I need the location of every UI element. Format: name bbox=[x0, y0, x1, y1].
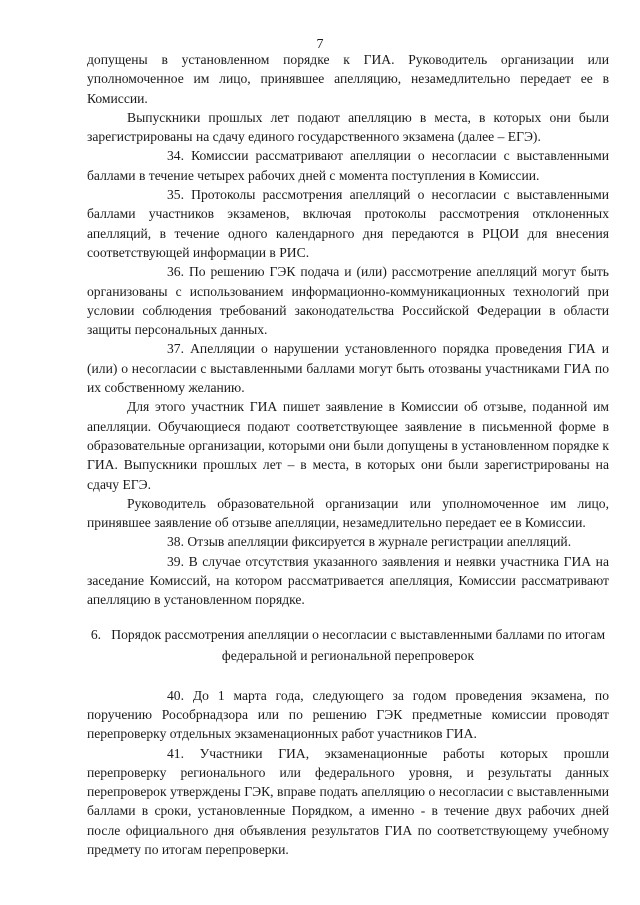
paragraph-number: 41. bbox=[167, 745, 184, 761]
paragraph: Руководитель образовательной организации или уполномоченное им лицо, принявшее заявление об отзыве апелляции, незамедлительно передает ее в Комиссии. bbox=[87, 495, 609, 531]
paragraph-38: 38. Отзыв апелляции фиксируется в журнале регистрации апелляций. bbox=[87, 532, 609, 551]
paragraph-number: 34. bbox=[167, 148, 184, 164]
section-title: Порядок рассмотрения апелляции о несогласии с выставленными баллами по итогам федеральной и региональной перепроверок bbox=[111, 626, 606, 663]
page-number: 7 bbox=[316, 37, 324, 52]
paragraph-35: 35. Протоколы рассмотрения апелляций о несогласии с выставленными баллами участников экзаменов, включая протоколы рассмотрения отклоненных апелляций, в течение одного календарного дня передаются в РЦОИ для внесения соответствующей информации в РИС. bbox=[87, 187, 609, 260]
paragraph-number: 39. bbox=[167, 553, 184, 569]
section-heading bbox=[87, 624, 609, 666]
paragraph-39: 39. В случае отсутствия указанного заявления и неявки участника ГИА на заседание Комиссий, на котором рассматривается апелляция, Комиссии рассматривают апелляцию в установленном порядке. bbox=[87, 553, 609, 608]
paragraph-40: 40. До 1 марта года, следующего за годом проведения экзамена, по поручению Рособрнадзора или по решению ГЭК предметные комиссии проводят перепроверку отдельных экзаменационных работ участников ГИА. bbox=[87, 687, 610, 742]
paragraph-34: 34. Комиссии рассматривают апелляции о несогласии с выставленными баллами в течение четырех рабочих дней с момента поступления в Комиссии. bbox=[87, 148, 609, 183]
paragraph-37: 37. Апелляции о нарушении установленного порядка проведения ГИА и (или) о несогласии с выставленными баллами могут быть отозваны участниками ГИА по их собственному желанию. bbox=[87, 341, 609, 396]
paragraph-number: 35. bbox=[167, 187, 184, 203]
paragraph-36: 36. По решению ГЭК подача и (или) рассмотрение апелляций могут быть организованы с использованием информационно-коммуникационных технологий при условии соблюдения требований законодательства Российской Федерации в области защиты персональных данных. bbox=[87, 264, 609, 338]
section-number: 6. bbox=[90, 626, 102, 642]
paragraph-number: 40. bbox=[167, 687, 184, 703]
paragraph: Для этого участник ГИА пишет заявление в Комиссии об отзыве, поданной им апелляции. Обучающиеся подают соответствующее заявление в письменной форме в образовательные организации, которыми они были допущены в установленном порядке к ГИА. Выпускники прошлых лет – в места, в которых они были зарегистрированы на сдачу ЕГЭ. bbox=[87, 399, 609, 492]
paragraph-number: 36. bbox=[167, 264, 184, 280]
paragraph-41: 41. Участники ГИА, экзаменационные работы которых прошли перепроверку регионального или федерального уровня, и результаты данных перепроверок утверждены ГЭК, вправе подать апелляцию о несогласии с выставленными баллами в сроки, установленные Порядком, а именно - в течение двух рабочих дней после официального дня объявления результатов ГИА по соответствующему учебному предмету по итогам перепроверки. bbox=[87, 745, 609, 857]
paragraph-continuation: допущены в установленном порядке к ГИА. Руководитель организации или уполномоченное им лицо, принявшее апелляцию, незамедлительно передает ее в Комиссии. bbox=[87, 52, 609, 106]
paragraph-number: 38. bbox=[167, 534, 184, 550]
paragraph-number: 37. bbox=[167, 341, 184, 357]
document-body bbox=[87, 50, 609, 859]
paragraph: Выпускники прошлых лет подают апелляцию в места, в которых они были зарегистрированы на сдачу единого государственного экзамена (далее – ЕГЭ). bbox=[87, 109, 609, 145]
